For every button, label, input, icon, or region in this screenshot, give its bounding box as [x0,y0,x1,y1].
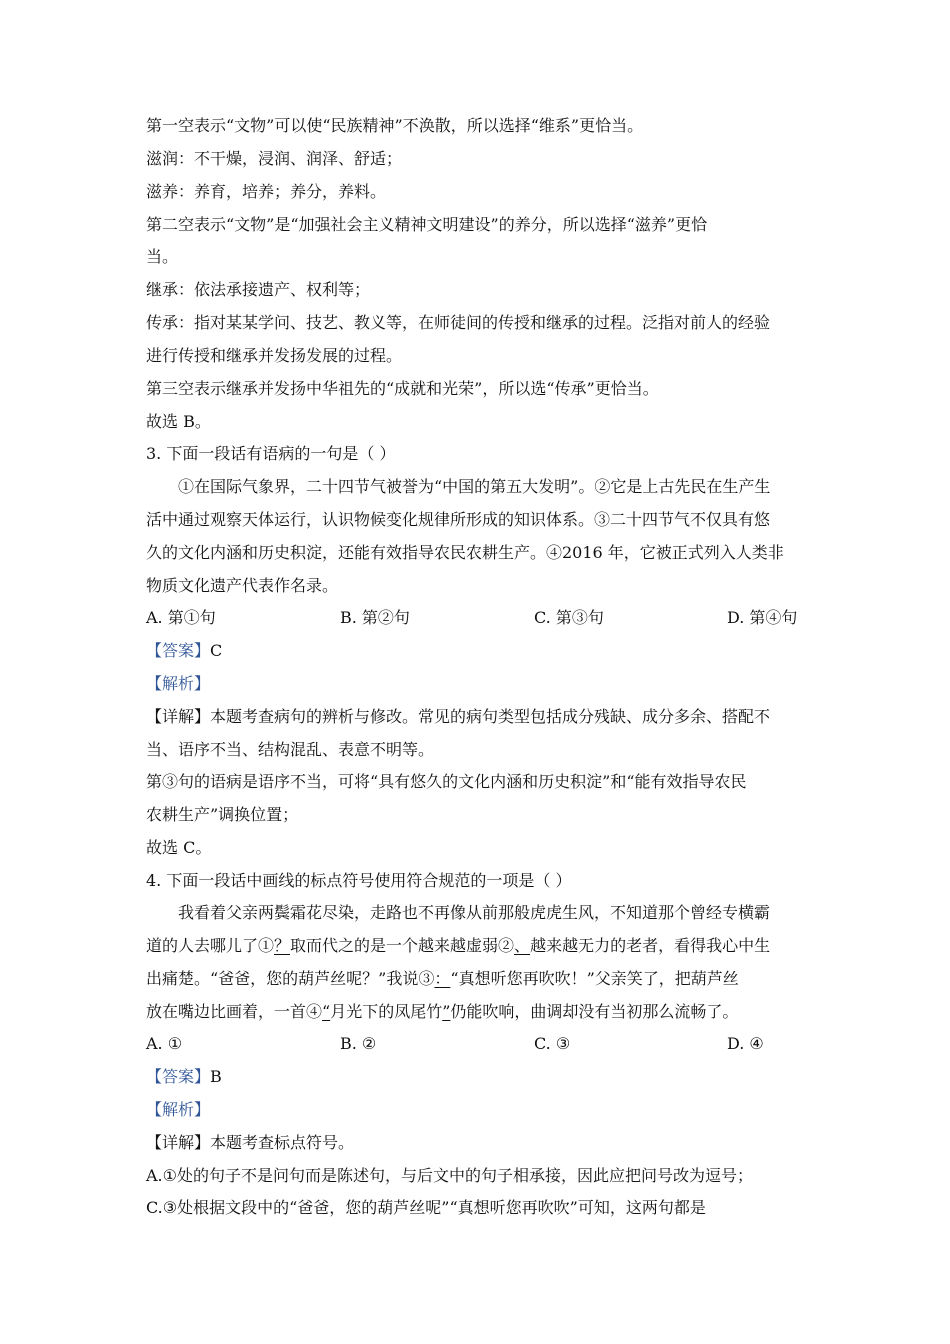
question-4-answer [146,1065,222,1089]
question-3-option-b: B. 第②句 [340,608,410,627]
passage-text: 越来越无力的老者，看得我心中生 [530,936,771,955]
passage-text: 放在嘴边比画着，一首④ [146,1002,323,1021]
question-3-option-d: D. 第④句 [727,608,798,627]
question-4-analysis [146,1098,210,1122]
passage-text: 道的人去哪儿了① [146,936,275,955]
question-3-passage: ①在国际气象界，二十四节气被誉为“中国的第五大发明”。②它是上古先民在生产生 [178,477,771,496]
detail-text: 本题考查标点符号。 [210,1133,355,1152]
passage-text: 仍能吹响，曲调却没有当初那么流畅了。 [450,1002,739,1021]
question-3-answer [146,639,222,663]
text-line: 第一空表示“文物”可以使“民族精神”不涣散，所以选择“维系”更恰当。 [146,116,644,135]
text-line: C.③处根据文段中的“爸爸，您的葫芦丝呢”“真想听您再吹吹”可知，这两句都是 [146,1198,706,1217]
text-line: 第二空表示“文物”是“加强社会主义精神文明建设”的养分，所以选择“滋养”更恰 [146,215,708,234]
text-line: 继承：依法承接遗产、权利等； [146,280,371,299]
text-line: 进行传授和继承并发扬发展的过程。 [146,346,403,365]
answer-value: B [210,1067,222,1086]
detail-text: 本题考查病句的辨析与修改。常见的病句类型包括成分残缺、成分多余、搭配不 [210,707,771,726]
text-line: 传承：指对某某学问、技艺、教义等，在师徒间的传授和继承的过程。泛指对前人的经验 [146,313,771,332]
passage-text: 取而代之的是一个越来越虚弱② [290,936,515,955]
underlined-mark-2: 、 [514,936,531,955]
question-3-passage: 久的文化内涵和历史积淀，还能有效指导农民农耕生产。④2016 年，它被正式列入人类非 [146,543,784,562]
question-4-passage [146,934,770,958]
text-line: 故选 C。 [146,838,212,857]
underlined-mark-3: ： [434,969,451,988]
underlined-mark-4-open: “ [322,1002,331,1021]
answer-tag: 【答案】 [146,641,211,660]
question-3-analysis [146,672,210,696]
analysis-tag: 【解析】 [146,674,211,693]
question-4-detail [146,1131,354,1155]
passage-text: 出痛楚。“爸爸，您的葫芦丝呢？”我说③ [146,969,435,988]
question-4-passage [146,1000,738,1024]
underlined-mark-1: ？ [274,936,291,955]
question-4-stem: 4. 下面一段话中画线的标点符号使用符合规范的一项是（ ） [146,871,572,890]
text-line: 故选 B。 [146,412,211,431]
question-3-option-a: A. 第①句 [146,608,216,627]
passage-text: 月光下的凤尾竹 [330,1002,443,1021]
text-line: A.①处的句子不是问句而是陈述句，与后文中的句子相承接，因此应把问号改为逗号； [146,1166,753,1185]
question-4-option-a: A. ① [146,1034,183,1053]
question-3-detail [146,705,770,729]
text-line: 第三空表示继承并发扬中华祖先的“成就和光荣”，所以选“传承”更恰当。 [146,379,659,398]
detail-tag: 【详解】 [146,707,211,726]
text-line: 滋润：不干燥，浸润、润泽、舒适； [146,149,403,168]
question-4-option-b: B. ② [340,1034,377,1053]
passage-text: “真想听您再吹吹！”父亲笑了，把葫芦丝 [450,969,739,988]
question-3-stem: 3. 下面一段话有语病的一句是（ ） [146,444,396,463]
question-4-option-d: D. ④ [727,1034,764,1053]
question-4-passage: 我看着父亲两鬓霜花尽染，走路也不再像从前那般虎虎生风，不知道那个曾经专横霸 [178,903,771,922]
question-4-passage [146,967,739,991]
analysis-tag: 【解析】 [146,1100,211,1119]
question-3-passage: 物质文化遗产代表作名录。 [146,576,339,595]
question-4-option-c: C. ③ [534,1034,571,1053]
answer-tag: 【答案】 [146,1067,211,1086]
answer-value: C [210,641,223,660]
text-line: 当、语序不当、结构混乱、表意不明等。 [146,740,435,759]
text-line: 滋养：养育，培养；养分，养料。 [146,182,387,201]
question-3-passage: 活中通过观察天体运行，认识物候变化规律所形成的知识体系。③二十四节气不仅具有悠 [146,510,771,529]
underlined-mark-4-close: ” [442,1002,451,1021]
text-line: 当。 [146,247,179,266]
detail-tag: 【详解】 [146,1133,211,1152]
text-line: 第③句的语病是语序不当，可将“具有悠久的文化内涵和历史积淀”和“能有效指导农民 [146,772,747,791]
text-line: 农耕生产”调换位置； [146,805,299,824]
question-3-option-c: C. 第③句 [534,608,604,627]
